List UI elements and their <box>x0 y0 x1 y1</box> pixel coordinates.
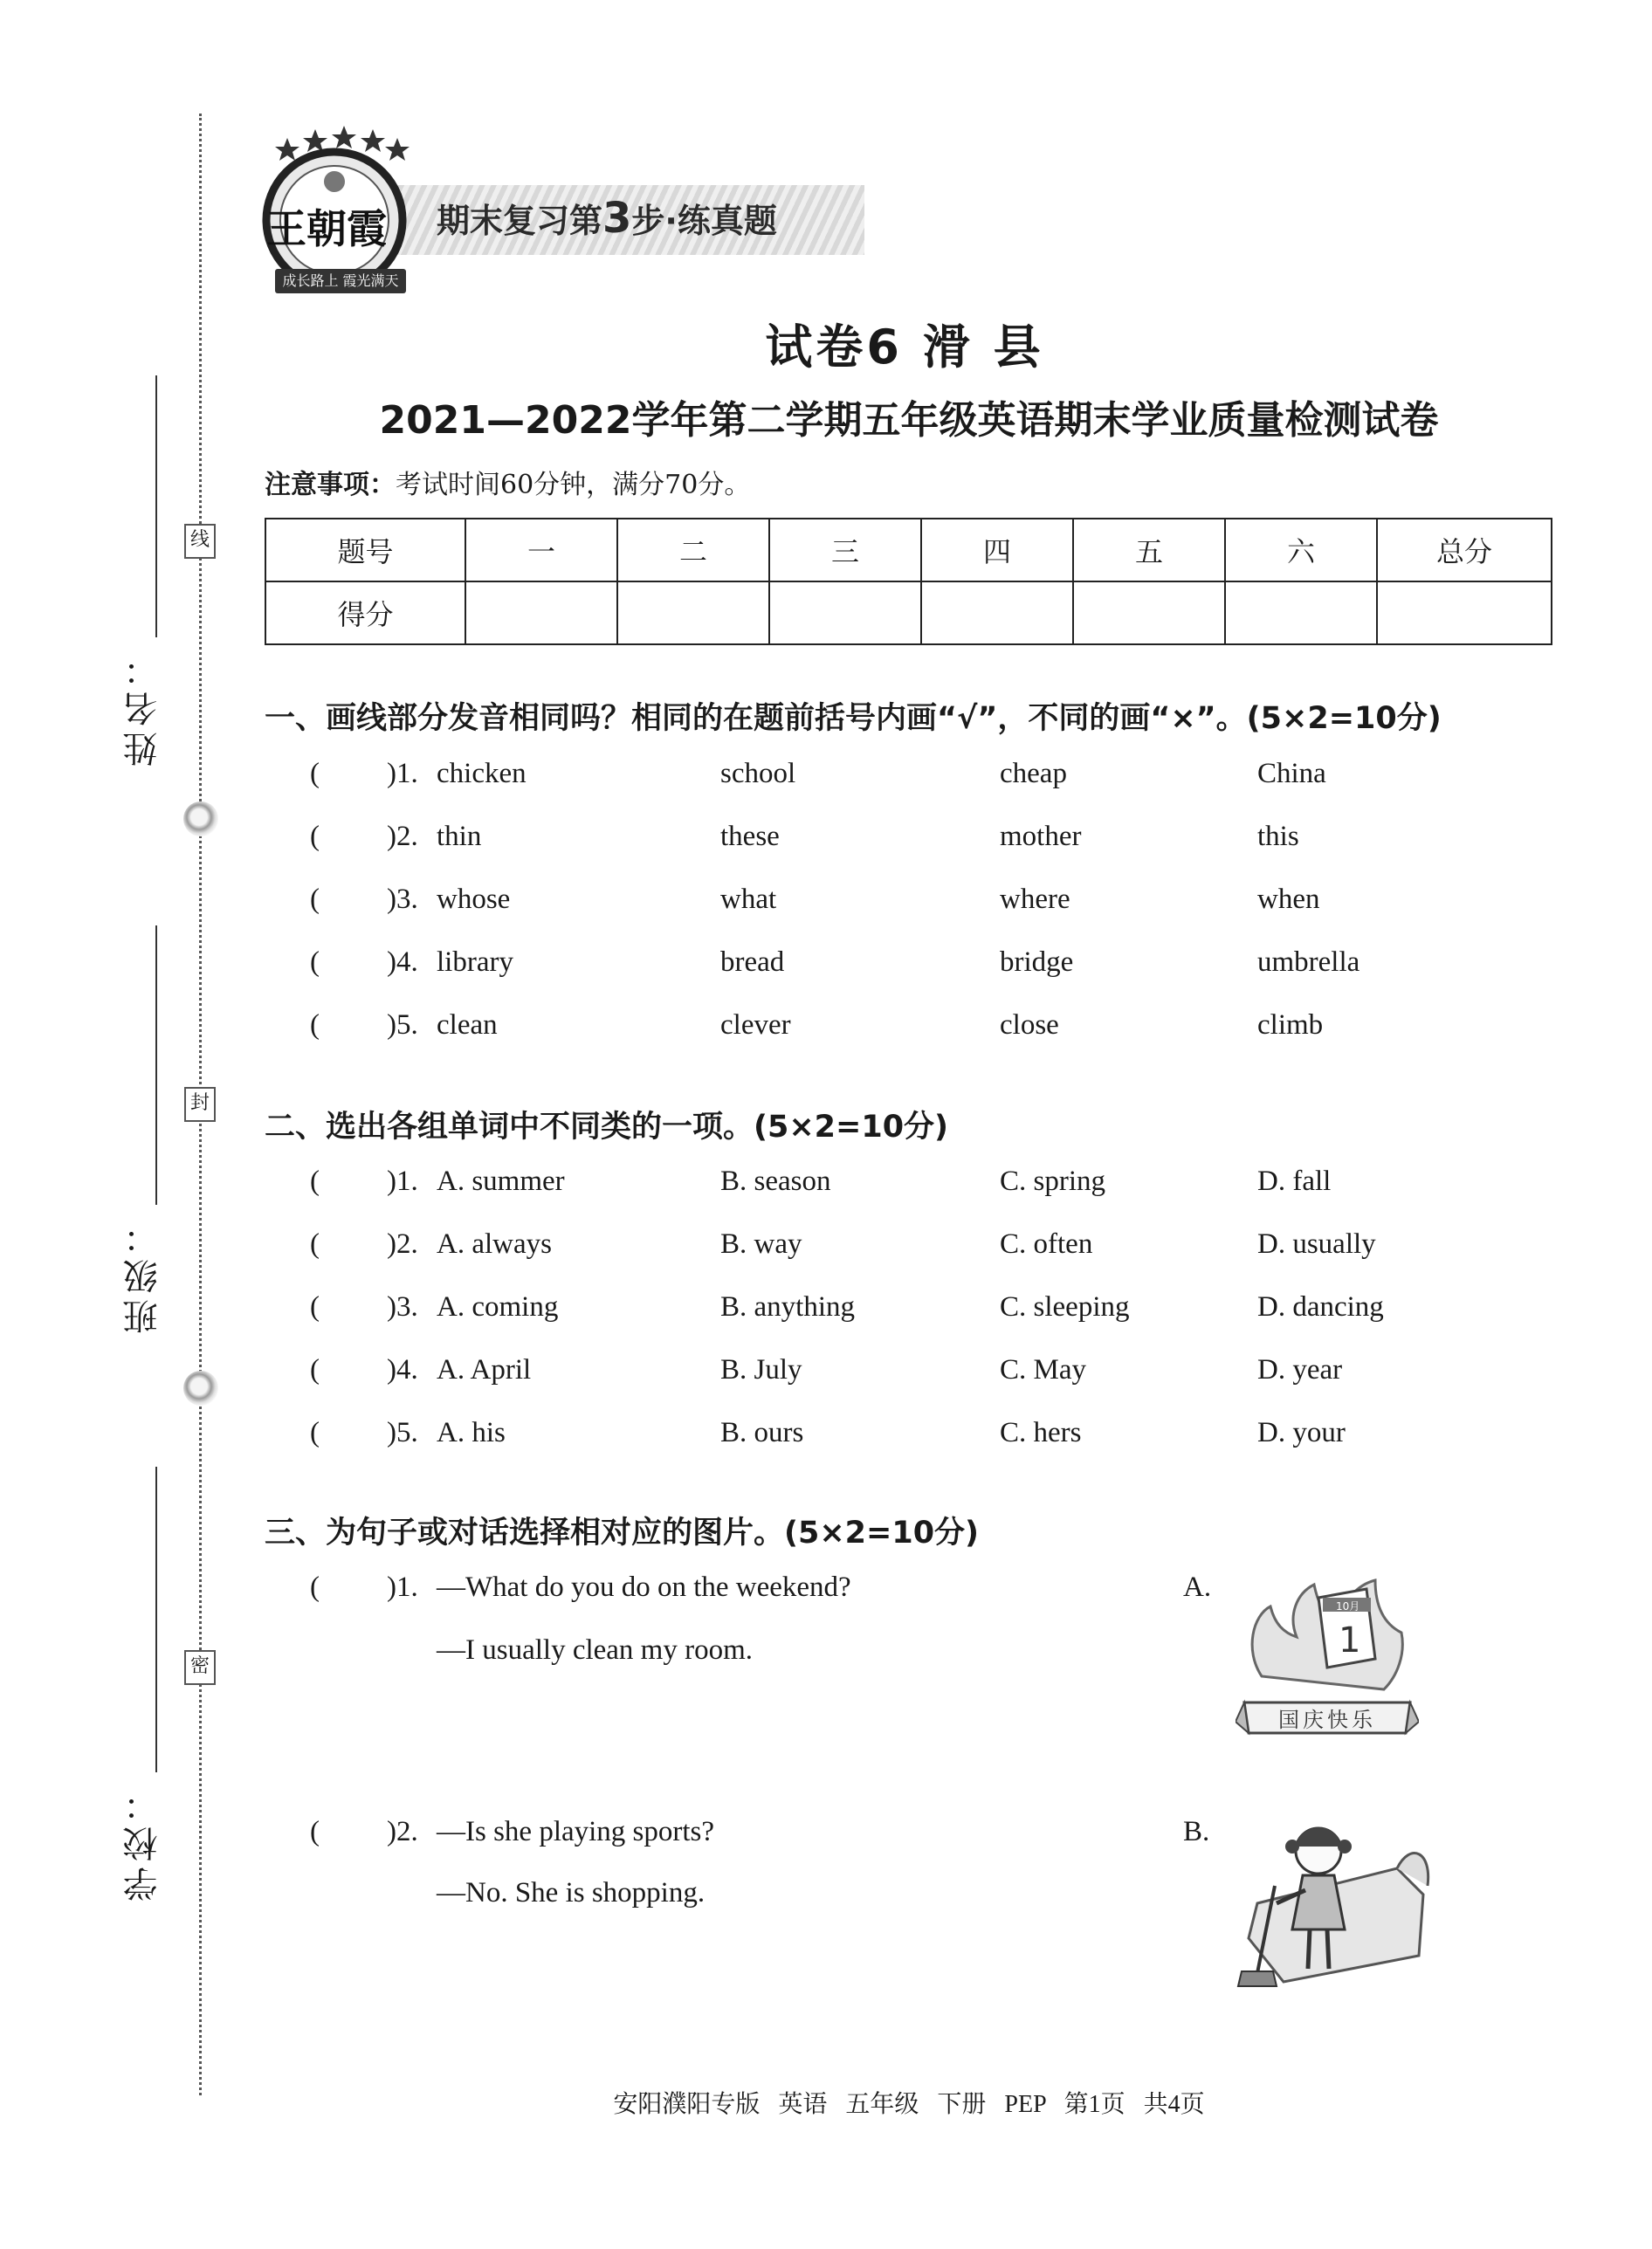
question-number: )1. <box>387 758 418 789</box>
banner-step: 3 <box>602 194 632 243</box>
class-label: 班级： <box>123 1214 163 1334</box>
option: C. May <box>1000 1354 1086 1386</box>
answer-paren[interactable]: ( <box>310 1572 320 1603</box>
national-day-text: 国庆快乐 <box>1278 1708 1376 1732</box>
section-3-title: 三、为句子或对话选择相对应的图片。(5×2=10分) <box>265 1516 980 1551</box>
word: China <box>1257 758 1326 789</box>
seal-char-seal: 封 <box>184 1087 216 1122</box>
word: chicken <box>437 758 527 789</box>
picture-option-b-label: B. <box>1183 1816 1210 1847</box>
answer-paren[interactable]: ( <box>310 1417 320 1448</box>
word: where <box>1000 884 1070 915</box>
question-number: )5. <box>387 1417 418 1448</box>
answer-paren[interactable]: ( <box>310 758 320 789</box>
question-number: )4. <box>387 946 418 978</box>
score-header-cell: 四 <box>921 519 1073 581</box>
option: B. anything <box>720 1291 855 1323</box>
option: A. his <box>437 1417 506 1448</box>
word: this <box>1257 821 1299 852</box>
page-footer: 安阳濮阳专版 英语 五年级 下册 PEP 第1页 共4页 <box>613 2091 1205 2118</box>
option: C. spring <box>1000 1166 1106 1197</box>
score-cell[interactable] <box>1377 581 1552 644</box>
option: D. dancing <box>1257 1291 1384 1323</box>
word: when <box>1257 884 1320 915</box>
score-header-cell: 三 <box>769 519 921 581</box>
score-cell[interactable] <box>921 581 1073 644</box>
word: clever <box>720 1009 791 1041</box>
word: thin <box>437 821 482 852</box>
option: C. hers <box>1000 1417 1082 1448</box>
score-cell[interactable] <box>617 581 769 644</box>
score-header-cell: 总分 <box>1377 519 1552 581</box>
score-header-cell: 题号 <box>265 519 465 581</box>
word: close <box>1000 1009 1059 1041</box>
question-number: )2. <box>387 1228 418 1260</box>
option: D. fall <box>1257 1166 1332 1197</box>
word: whose <box>437 884 511 915</box>
dialog-line-2: —No. She is shopping. <box>437 1877 706 1909</box>
national-day-picture <box>1236 1572 1419 1754</box>
option: A. April <box>437 1354 532 1386</box>
dialog-line-1: —What do you do on the weekend? <box>437 1572 851 1603</box>
girl-cleaning-room-picture <box>1222 1807 1432 1994</box>
score-table <box>265 518 1552 645</box>
school-blank[interactable] <box>155 1467 157 1772</box>
score-header-cell: 六 <box>1225 519 1377 581</box>
option: B. ours <box>720 1417 804 1448</box>
exam-note <box>265 463 750 501</box>
note-label: 注意事项： <box>265 470 396 500</box>
answer-paren[interactable]: ( <box>310 1228 320 1260</box>
note-text: 考试时间60分钟，满分70分。 <box>396 470 751 500</box>
banner-prefix: 期末复习第 <box>437 202 603 240</box>
score-row-label: 得分 <box>265 581 465 644</box>
option: D. year <box>1257 1354 1343 1386</box>
question-number: )3. <box>387 1291 418 1323</box>
word: these <box>720 821 780 852</box>
section-1-title: 一、画线部分发音相同吗？相同的在题前括号内画“√”，不同的画“×”。(5×2=10分) <box>265 701 1442 736</box>
option: A. summer <box>437 1166 565 1197</box>
option: C. sleeping <box>1000 1291 1130 1323</box>
question-number: )1. <box>387 1572 418 1603</box>
word: bridge <box>1000 946 1074 978</box>
word: library <box>437 946 513 978</box>
word: umbrella <box>1257 946 1360 978</box>
answer-paren[interactable]: ( <box>310 1354 320 1386</box>
answer-paren[interactable]: ( <box>310 884 320 915</box>
picture-option-a-label: A. <box>1183 1572 1212 1603</box>
word: clean <box>437 1009 498 1041</box>
answer-paren[interactable]: ( <box>310 946 320 978</box>
score-table-score-row <box>265 581 1552 644</box>
word: climb <box>1257 1009 1324 1041</box>
logo-text: 王朝霞 <box>266 205 387 252</box>
banner-title <box>437 194 777 243</box>
score-table-header-row <box>265 519 1552 581</box>
paper-title: 试卷6 滑 县 <box>765 320 1044 375</box>
dialog-line-1: —Is she playing sports? <box>437 1816 715 1847</box>
seal-char-secret: 密 <box>184 1650 216 1685</box>
logo-motto: 成长路上 霞光满天 <box>275 269 406 293</box>
option: D. your <box>1257 1417 1346 1448</box>
question-number: )5. <box>387 1009 418 1041</box>
word: school <box>720 758 796 789</box>
word: bread <box>720 946 785 978</box>
answer-paren[interactable]: ( <box>310 1009 320 1041</box>
question-number: )3. <box>387 884 418 915</box>
question-number: )2. <box>387 1816 418 1847</box>
score-cell[interactable] <box>465 581 617 644</box>
option: A. always <box>437 1228 552 1260</box>
option: B. July <box>720 1354 802 1386</box>
option: D. usually <box>1257 1228 1376 1260</box>
option: A. coming <box>437 1291 559 1323</box>
school-label: 学校： <box>123 1781 163 1902</box>
score-header-cell: 五 <box>1073 519 1225 581</box>
question-number: )1. <box>387 1166 418 1197</box>
score-cell[interactable] <box>1225 581 1377 644</box>
option: C. often <box>1000 1228 1093 1260</box>
word: mother <box>1000 821 1082 852</box>
score-header-cell: 一 <box>465 519 617 581</box>
answer-paren[interactable]: ( <box>310 821 320 852</box>
answer-paren[interactable]: ( <box>310 1291 320 1323</box>
binding-hole-icon <box>183 1371 218 1406</box>
question-number: )4. <box>387 1354 418 1386</box>
option: B. season <box>720 1166 831 1197</box>
score-header-cell: 二 <box>617 519 769 581</box>
calendar-day: 1 <box>1339 1620 1361 1661</box>
seal-char-line: 线 <box>184 524 216 559</box>
paper-subtitle: 2021—2022学年第二学期五年级英语期末学业质量检测试卷 <box>379 398 1439 443</box>
word: what <box>720 884 777 915</box>
class-blank[interactable] <box>155 925 157 1205</box>
answer-paren[interactable]: ( <box>310 1816 320 1847</box>
banner-suffix: 步·练真题 <box>631 202 777 240</box>
binding-hole-icon <box>183 801 218 836</box>
question-number: )2. <box>387 821 418 852</box>
score-cell[interactable] <box>769 581 921 644</box>
answer-paren[interactable]: ( <box>310 1166 320 1197</box>
dialog-line-2: —I usually clean my room. <box>437 1634 754 1666</box>
score-cell[interactable] <box>1073 581 1225 644</box>
calendar-month: 10月 <box>1336 1600 1360 1613</box>
name-label: 姓名： <box>123 646 163 767</box>
option: B. way <box>720 1228 802 1260</box>
section-2-title: 二、选出各组单词中不同类的一项。(5×2=10分) <box>265 1110 949 1145</box>
word: cheap <box>1000 758 1067 789</box>
